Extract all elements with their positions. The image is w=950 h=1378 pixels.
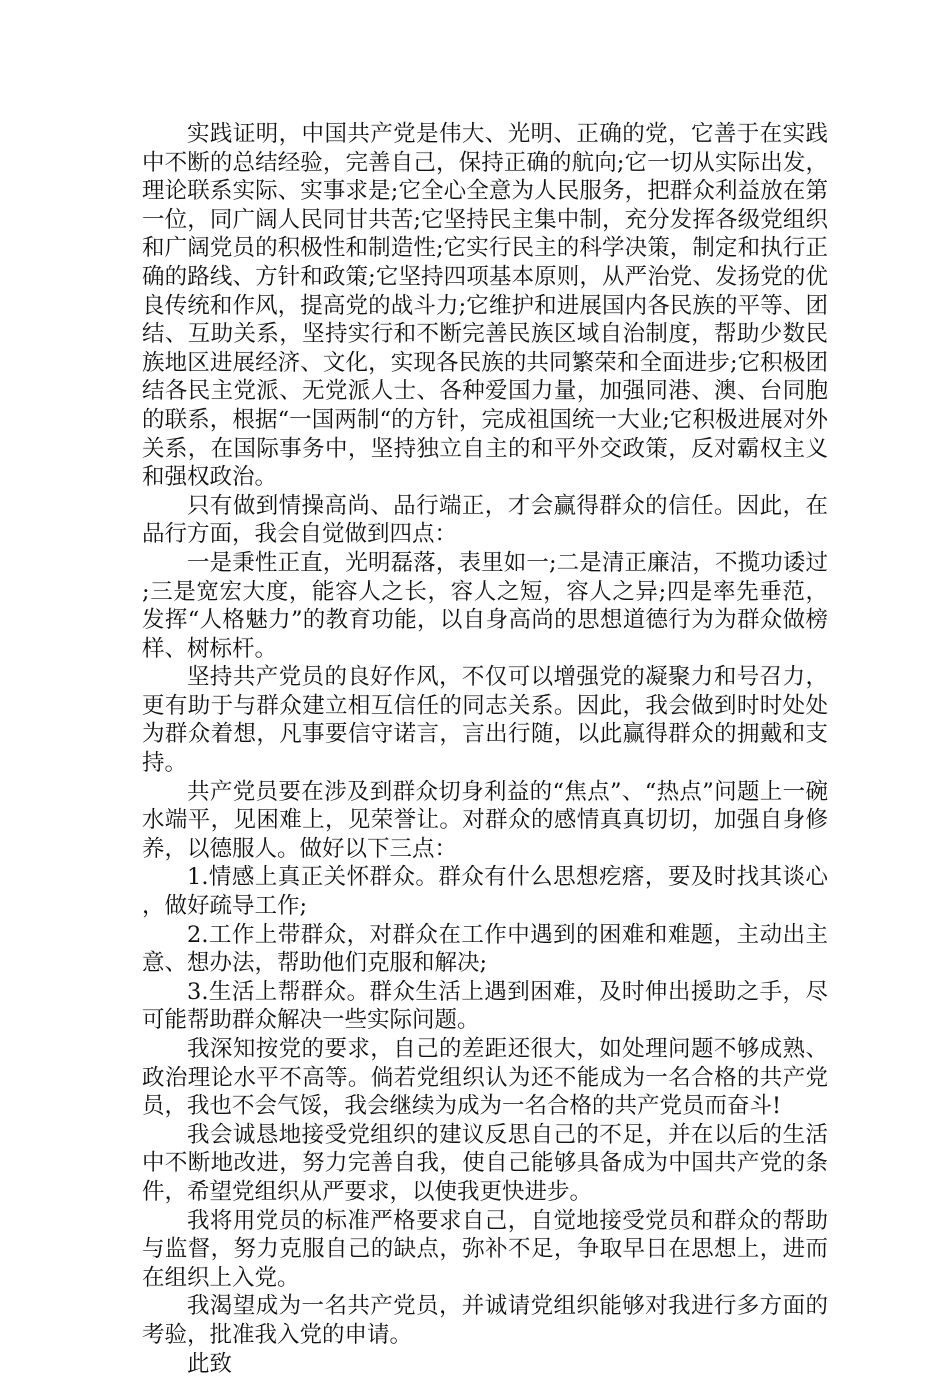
paragraph-closing-salutation: 此致 bbox=[187, 1350, 233, 1377]
paragraph-four-points: 一是秉性正直，光明磊落，表里如一;二是清正廉洁，不揽功诿过;三是宽宏大度，能容人之长，容人之短，容人之异;四是率先垂范，发挥“人格魅力”的教育功能，以自身高尚的思想道德行为为群众做榜样、树标杆。 bbox=[142, 549, 828, 662]
paragraph-good-style: 坚持共产党员的良好作风，不仅可以增强党的凝聚力和号召力，更有助于与群众建立相互信任的同志关系。因此，我会做到时时处处为群众着想，凡事要信守诺言，言出行随，以此赢得群众的拥戴和支持。 bbox=[142, 664, 828, 777]
paragraph-accept-advice: 我会诚恳地接受党组织的建议反思自己的不足，并在以后的生活中不断地改进，努力完善自我，使自己能够具备成为中国共产党的条件，希望党组织从严要求，以使我更快进步。 bbox=[142, 1121, 828, 1205]
document-body bbox=[142, 120, 828, 1378]
paragraph-party-achievements: 实践证明，中国共产党是伟大、光明、正确的党，它善于在实践中不断的总结经验，完善自己，保持正确的航向;它一切从实际出发，理论联系实际、实事求是;它全心全意为人民服务，把群众利益放在第一位，同广阔人民同甘共苦;它坚持民主集中制，充分发挥各级党组织和广阔党员的积极性和制造性;它实行民主的科学决策，制定和执行正确的路线、方针和政策;它坚持四项基本原则，从严治党、发扬党的优良传统和作风，提高党的战斗力;它维护和进展国内各民族的平等、团结、互助关系，坚持实行和不断完善民族区域自治制度，帮助少数民族地区进展经济、文化，实现各民族的共同繁荣和全面进步;它积极团结各民主党派、无党派人士、各种爱国力量，加强同港、澳、台同胞的联系，根据“一国两制“的方针，完成祖国统一大业;它积极进展对外关系，在国际事务中，坚持独立自主的和平外交政策，反对霸权主义和强权政治。 bbox=[142, 121, 828, 491]
paragraph-moral-character: 只有做到情操高尚、品行端正，才会赢得群众的信任。因此，在品行方面，我会自觉做到四点： bbox=[142, 492, 828, 548]
paragraph-application-request: 我渴望成为一名共产党员，并诚请党组织能够对我进行多方面的考验，批准我入党的申请。 bbox=[142, 1293, 828, 1348]
paragraph-three-points-intro: 共产党员要在涉及到群众切身利益的“焦点”、“热点”问题上一碗水端平，见困难上，见荣誉让。对群众的感情真真切切，加强自身修养，以德服人。做好以下三点： bbox=[142, 778, 828, 862]
paragraph-point-1: 1.情感上真正关怀群众。群众有什么思想疙瘩，要及时找其谈心，做好疏导工作; bbox=[142, 864, 828, 920]
paragraph-party-standards: 我将用党员的标准严格要求自己，自觉地接受党员和群众的帮助与监督，努力克服自己的缺点，弥补不足，争取早日在思想上，进而在组织上入党。 bbox=[142, 1207, 828, 1291]
paragraph-point-2: 2.工作上带群众，对群众在工作中遇到的困难和难题，主动出主意、想办法，帮助他们克服和解决; bbox=[142, 921, 828, 977]
paragraph-point-3: 3.生活上帮群众。群众生活上遇到困难，及时伸出援助之手，尽可能帮助群众解决一些实际问题。 bbox=[142, 978, 828, 1034]
paragraph-shortcomings: 我深知按党的要求，自己的差距还很大，如处理问题不够成熟、政治理论水平不高等。倘若党组织认为还不能成为一名合格的共产党员，我也不会气馁，我会继续为成为一名合格的共产党员而奋斗! bbox=[142, 1036, 828, 1120]
